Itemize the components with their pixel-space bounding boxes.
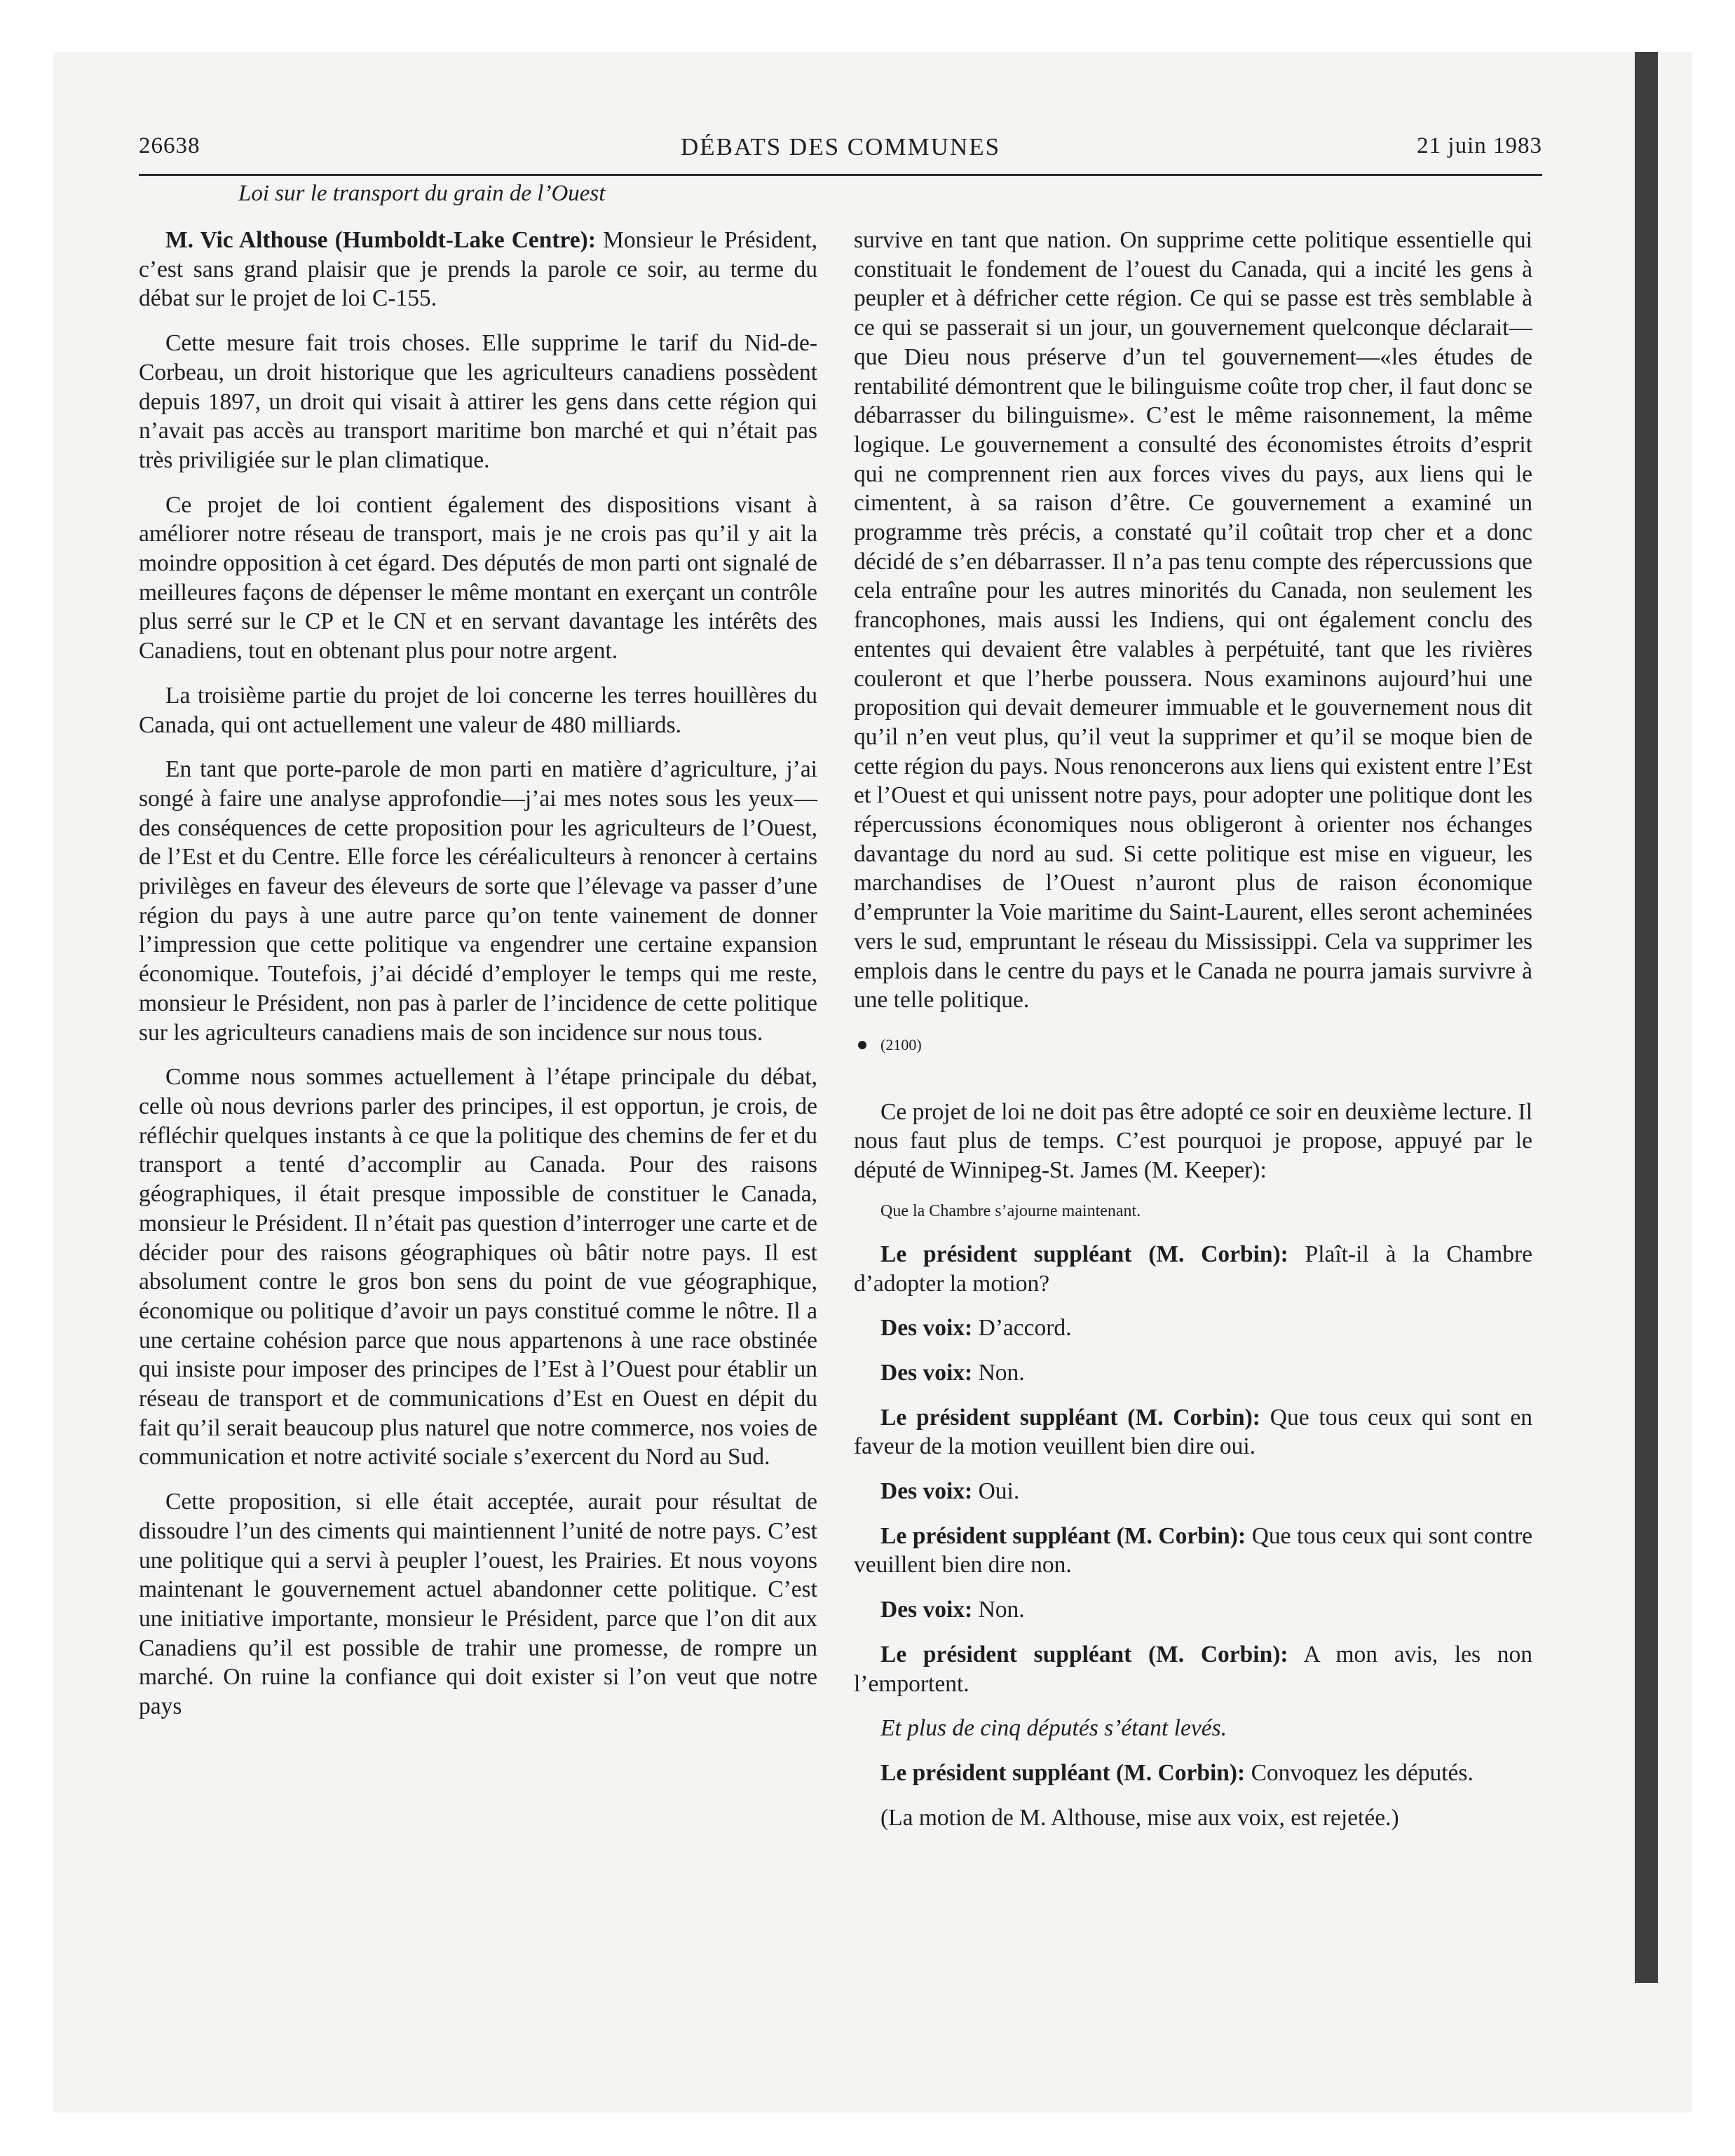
time-marker xyxy=(854,1030,1532,1060)
exchange-line xyxy=(854,1403,1532,1461)
speech-paragraph: Cette proposition, si elle était acceptée, aurait pour résultat de dissoudre l’un des ciments qui maintiennent l’unité de notre pays. C’est une politique qui a servi à peupler l’ouest, les Prairies. Et nous voyons maintenant le gouvernement actuel abandonner cette politique. C’est une initiative importante, monsieur le Président, parce que l’on dit aux Canadiens qu’il est possible de trahir une promesse, de rompre un marché. On ruine la confiance qui doit exister si l’on veut que notre pays xyxy=(139,1489,817,1720)
speech-text: Que tous ceux qui sont en faveur de la motion veuillent bien dire oui. xyxy=(854,1404,1532,1460)
exchange-line xyxy=(854,1759,1532,1788)
page-number: 26638 xyxy=(139,133,200,158)
speech-paragraph: La troisième partie du projet de loi concerne les terres houillères du Canada, qui ont actuellement une valeur de 480 milliards. xyxy=(139,682,817,738)
speech-text: Monsieur le Président, c’est sans grand plaisir que je prends la parole ce soir, au terme du débat sur le projet de loi C-155. xyxy=(139,227,817,312)
exchange-line xyxy=(854,1477,1532,1506)
exchange-line xyxy=(854,1240,1532,1298)
speech-paragraph: Comme nous sommes actuellement à l’étape principale du débat, celle où nous devrions parler des principes, il est opportun, je crois, de réfléchir quelques instants à ce que la politique des chemins de fer et du transport a tenté d’accomplir au Canada. Pour des raisons géographiques, il était presque impossible de constituer le Canada, monsieur le Président. Il n’était pas question d’interroger une carte et de décider pour des raisons géographiques où bâtir notre pays. Il est absolument contre le gros bon sens du point de vue géographique, économique ou politique d’avoir un pays constitué comme le nôtre. Il a une certaine cohésion parce que nous appartenons à une race obstinée qui insiste pour imposer des principes de l’Est à l’Ouest pour établir un réseau de transport et de communications d’Est en Ouest en dépit du fait qu’il serait beaucoup plus naturel que notre commerce, nos voies de communication et notre activité sociale s’exercent du Nord au Sud. xyxy=(139,1064,817,1471)
page-header xyxy=(139,133,1542,176)
stage-direction xyxy=(854,1714,1532,1743)
speech-text: Que tous ceux qui sont contre veuillent bien dire non. xyxy=(854,1522,1533,1578)
speech-text: Non. xyxy=(978,1597,1025,1623)
speaker-name: Des voix: xyxy=(880,1315,973,1342)
exchange-line xyxy=(854,1522,1532,1580)
section-title: Loi sur le transport du grain de l’Ouest xyxy=(238,181,606,206)
speech-text: D’accord. xyxy=(978,1315,1072,1342)
speaker-name: Le président suppléant (M. Corbin): xyxy=(880,1759,1246,1786)
speaker-name: Des voix: xyxy=(880,1359,973,1386)
speaker-name: M. Vic Althouse (Humboldt-Lake Centre): xyxy=(165,227,596,253)
speech-paragraph: En tant que porte-parole de mon parti en matière d’agriculture, j’ai songé à faire une analyse approfondie—j’ai mes notes sous les yeux—des conséquences de cette proposition pour les agriculteurs de l’Ouest, de l’Est et du Centre. Elle force les céréaliculteurs à renoncer à certains privilèges en faveur des éleveurs de sorte que l’élevage va passer d’une région du pays à une autre parce qu’on tente vainement de donner l’impression que cette politique va engendrer une certaine expansion économique. Toutefois, j’ai décidé d’employer le temps qui me reste, monsieur le Président, non pas à parler de l’incidence de cette politique sur les agriculteurs canadiens mais de son incidence sur nous tous. xyxy=(139,756,817,1046)
speech-paragraph: Ce projet de loi contient également des dispositions visant à améliorer notre réseau de transport, mais je ne crois pas qu’il y ait la moindre opposition à cet égard. Des députés de mon parti ont signalé de meilleures façons de dépenser le même montant en exerçant un contrôle plus serré sur le CP et le CN et en servant davantage les intérêts des Canadiens, tout en obtenant plus pour notre argent. xyxy=(139,491,817,664)
speech-paragraph: Cette mesure fait trois choses. Elle supprime le tarif du Nid-de-Corbeau, un droit historique que les agriculteurs canadiens possèdent depuis 1897, un droit qui visait à attirer les gens dans cette région qui n’avait pas accès au transport maritime bon marché et qui n’était pas très priviligiée sur le plan climatique. xyxy=(139,330,817,473)
motion-text: Que la Chambre s’ajourne maintenant. xyxy=(880,1201,1141,1220)
speech-text: Convoquez les députés. xyxy=(1251,1759,1474,1786)
stage-direction-text: Et plus de cinq députés s’étant levés. xyxy=(880,1715,1227,1742)
speech-paragraph: Ce projet de loi ne doit pas être adopté ce soir en deuxième lecture. Il nous faut plus de temps. C’est pourquoi je propose, appuyé par le député de Winnipeg-St. James (M. Keeper): xyxy=(854,1098,1532,1184)
speech-text: A mon avis, les non l’emportent. xyxy=(854,1641,1533,1697)
speaker-name: Le président suppléant (M. Corbin): xyxy=(880,1241,1288,1267)
speech-paragraph xyxy=(139,226,817,313)
time-marker-label: (2100) xyxy=(880,1035,922,1053)
page-date: 21 juin 1983 xyxy=(1417,133,1542,158)
speaker-name: Des voix: xyxy=(880,1478,973,1505)
scan-edge-shadow xyxy=(1635,52,1658,1983)
right-column xyxy=(854,226,1532,1848)
publication-title: DÉBATS DES COMMUNES xyxy=(680,133,1001,161)
bullet-icon xyxy=(858,1041,866,1049)
vote-result: (La motion de M. Althouse, mise aux voix, est rejetée.) xyxy=(880,1804,1399,1831)
left-column xyxy=(139,226,817,1737)
speech-text: Oui. xyxy=(978,1478,1020,1505)
exchange-line xyxy=(854,1640,1532,1698)
exchange-line xyxy=(854,1358,1532,1388)
speaker-name: Le président suppléant (M. Corbin): xyxy=(880,1641,1288,1667)
exchange-line xyxy=(854,1314,1532,1343)
speech-text: Plaît-il à la Chambre d’adopter la motion? xyxy=(854,1241,1532,1297)
exchange-line xyxy=(854,1595,1532,1625)
speech-text: Non. xyxy=(978,1359,1025,1386)
speech-paragraph: survive en tant que nation. On supprime cette politique essentielle qui constituait le fondement de l’ouest du Canada, qui a incité les gens à peupler et à défricher cette région. Ce qui se passe est très semblable à ce qui se passerait si un jour, un gouvernement quelconque déclarait—que Dieu nous préserve d’un tel gouvernement—«les études de rentabilité démontrent que le bilinguisme coûte trop cher, il faut donc se débarrasser du bilinguisme». C’est le même raisonnement, la même logique. Le gouvernement a consulté des économistes étroits d’esprit qui ne comprennent rien aux forces vives du pays, aux liens qui le cimentent, à sa raison d’être. Ce gouvernement a examiné un programme très précis, a constaté qu’il coûtait trop cher et a donc décidé de s’en débarrasser. Il n’a pas tenu compte des répercussions que cela entraîne pour les autres minorités du Canada, non seulement les francophones, mais aussi les Indiens, qui ont également conclu des ententes qui devaient être valables à perpétuité, tant que les rivières couleront et que l’herbe poussera. Nous examinons aujourd’hui une proposition qui devait demeurer immuable et le gouvernement nous dit qu’il n’en veut plus, qu’il veut la supprimer et qu’il se moque bien de cette région du pays. Nous renoncerons aux liens qui existent entre l’Est et l’Ouest et qui unissent notre pays, pour adopter une politique dont les répercussions économiques nous obligeront à orienter nos échanges davantage du nord au sud. Si cette politique est mise en vigueur, les marchandises de l’Ouest n’auront plus de raison économique d’emprunter la Voie maritime du Saint-Laurent, elles seront acheminées vers le sud, empruntant le réseau du Mississippi. Cela va supprimer les emplois dans le centre du pays et le Canada ne pourra jamais survivre à une telle politique. xyxy=(854,227,1532,1014)
speaker-name: Le président suppléant (M. Corbin): xyxy=(880,1404,1260,1431)
speaker-name: Des voix: xyxy=(880,1597,973,1623)
speaker-name: Le président suppléant (M. Corbin): xyxy=(880,1522,1246,1549)
